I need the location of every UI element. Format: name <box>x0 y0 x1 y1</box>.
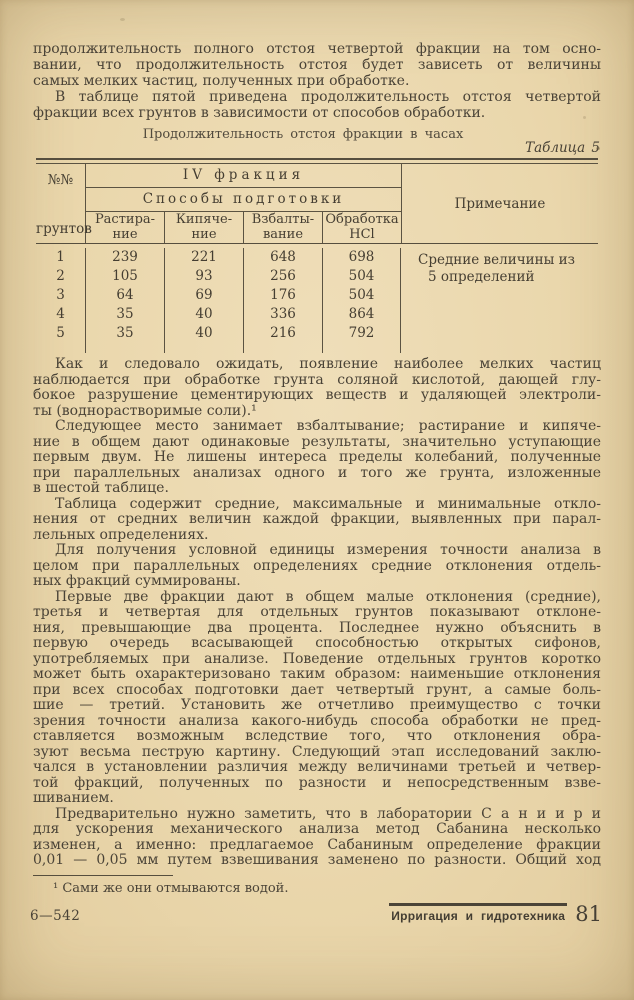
paragraph <box>33 497 601 544</box>
cell-value: 792 <box>323 324 401 343</box>
text-line: целом при параллельных определениях средние отклонения отдель- <box>33 557 601 574</box>
cell-value: 504 <box>323 267 401 286</box>
header-method-cell <box>323 212 401 243</box>
scan-speck <box>583 116 586 119</box>
text-line: шиванием. <box>33 790 114 806</box>
table-note-line: Средние величины из <box>418 252 576 268</box>
text-line: зуют весьма пеструю картину. Следующий этап исследований заклю- <box>33 743 601 760</box>
text-line: 0,01 — 0,05 мм путем взвешивания заменено по разности. Общий ход <box>33 852 601 868</box>
cell-spacer <box>323 343 401 353</box>
journal-title: Ирригация и гидротехника <box>391 909 566 923</box>
text-line: Предварительно нужно заметить, что в лаборатории С а н и и р и <box>55 805 601 822</box>
cell-value: 93 <box>165 267 244 286</box>
cell-value: 504 <box>323 286 401 305</box>
cell-soil-number: 2 <box>36 267 86 286</box>
cell-spacer <box>36 343 86 353</box>
paragraph <box>33 807 601 869</box>
cell-value: 40 <box>165 305 244 324</box>
header-method-line: Взбалты- <box>251 212 315 227</box>
text-line: Таблица содержит средние, максимальные и минимальные откло- <box>55 495 601 512</box>
table-body-rows <box>36 244 402 353</box>
cell-soil-number: 1 <box>36 248 86 267</box>
cell-value: 40 <box>165 324 244 343</box>
header-method-line: HCl <box>349 226 375 242</box>
text-line: нения от средних величин каждой фракции, выявленных при парал- <box>33 511 601 527</box>
footnote <box>33 881 433 896</box>
text-line: первую очередь всасывающей способностью открытых сифонов, <box>33 635 601 651</box>
text-line: ния, превышающие два процента. Последнее нужно объяснить в <box>33 619 601 636</box>
header-group-title: IV фракция <box>86 164 401 188</box>
journal-block <box>389 903 567 923</box>
text-line: ставляется возможным вследствие того, что отклонения обра- <box>33 728 601 744</box>
text-line: ты (воднорастворимые соли).¹ <box>33 402 257 419</box>
paragraph <box>33 42 601 90</box>
table-note-line: 5 определений <box>428 268 535 285</box>
text-line: бокое разрушение цементирующих веществ и удаляющей электроли- <box>33 387 601 403</box>
cell-value: 239 <box>86 248 165 267</box>
cell-soil-number: 4 <box>36 305 86 324</box>
text-line: при параллельных анализах одного и того же грунта, изложенные <box>33 464 601 481</box>
header-group-subtitle: Способы подготовки <box>86 188 401 212</box>
text-line: В таблице пятой приведена продолжительность отстоя четвертой <box>55 88 601 105</box>
text-line: Следующее место занимает взбалтывание; растирание и кипяче- <box>55 418 601 434</box>
header-method-line: ние <box>112 226 138 242</box>
body-paragraphs <box>33 357 601 869</box>
cell-value: 256 <box>244 267 323 286</box>
text-line: вании, что продолжительность отстоя будет зависеть от величины <box>33 56 601 73</box>
header-soil-number-line1: №№ <box>47 172 74 188</box>
cell-value: 176 <box>244 286 323 305</box>
footer-right <box>389 903 602 926</box>
page-number: 81 <box>575 902 602 926</box>
text-line: употребляемых при анализе. Поведение отдельных грунтов коротко <box>33 650 601 667</box>
text-line: лельных определениях. <box>33 526 209 543</box>
text-line: шие — третий. Установить же отчетливо преимущество с точки <box>33 697 601 713</box>
table-label: Таблица 5 <box>525 140 600 156</box>
paragraph <box>33 357 601 419</box>
cell-value: 698 <box>323 248 401 267</box>
paragraph <box>33 419 601 497</box>
text-line: в шестой таблице. <box>33 480 169 496</box>
table-body <box>36 244 598 353</box>
cell-soil-number: 3 <box>36 286 86 305</box>
signature-mark: 6—542 <box>30 908 81 924</box>
table-row-spacer <box>36 343 402 353</box>
header-method-columns <box>86 212 401 243</box>
text-line: Для получения условной единицы измерения точности анализа в <box>55 542 601 558</box>
cell-spacer <box>244 343 323 353</box>
text-line: чался в установлении различия между величинами третьей и четвер- <box>33 759 601 775</box>
footer-rule <box>389 903 567 906</box>
cell-value: 64 <box>86 286 165 305</box>
text-line: ние в общем дают одинаковые результаты, значительно уступающие <box>33 433 601 450</box>
paragraph <box>33 543 601 590</box>
paragraph <box>33 90 601 122</box>
cell-value: 864 <box>323 305 401 324</box>
footnote-rule <box>33 875 173 876</box>
table-caption: Продолжительность отстоя фракции в часах <box>142 127 464 142</box>
intro-paragraphs <box>33 42 601 122</box>
table-row <box>36 324 402 343</box>
header-method-cell <box>244 212 323 243</box>
text-line: Первые две фракции дают в общем малые отклонения (средние), <box>55 588 601 605</box>
cell-value: 35 <box>86 305 165 324</box>
text-line: зрения точности анализа какого-нибудь способа обработки не пред- <box>33 712 601 729</box>
header-method-line: вание <box>262 226 304 242</box>
cell-value: 336 <box>244 305 323 324</box>
text-line: ных фракций суммированы. <box>33 573 241 589</box>
cell-spacer <box>86 343 165 353</box>
scan-speck <box>596 147 600 150</box>
table-header <box>36 164 598 244</box>
table-row <box>36 305 402 324</box>
text-line: третья и четвертая для отдельных грунтов показывают отклоне- <box>33 604 601 620</box>
header-method-line: Растира- <box>94 212 156 227</box>
cell-value: 105 <box>86 267 165 286</box>
table-row <box>36 267 402 286</box>
footnote-text: ¹ Сами же они отмываются водой. <box>53 881 289 896</box>
cell-value: 648 <box>244 248 323 267</box>
text-line: фракции всех грунтов в зависимости от способов обработки. <box>33 104 486 121</box>
cell-value: 69 <box>165 286 244 305</box>
table-row <box>36 286 402 305</box>
paragraph <box>33 590 601 807</box>
table-5 <box>36 158 598 353</box>
table-row <box>36 248 402 267</box>
header-method-line: Обработка <box>325 212 399 227</box>
header-method-line: ние <box>191 226 217 242</box>
header-method-line: Кипяче- <box>175 212 233 227</box>
text-line: той фракций, полученных по разности и непосредственным взве- <box>33 774 601 791</box>
header-cell-note: Примечание <box>454 195 546 212</box>
cell-soil-number: 5 <box>36 324 86 343</box>
text-line: для ускорения механического анализа метод Сабанина несколько <box>33 821 601 837</box>
cell-value: 221 <box>165 248 244 267</box>
cell-value: 216 <box>244 324 323 343</box>
text-line: первым двум. Не лишены интереса пределы колебаний, полученные <box>33 449 601 465</box>
text-line: самых мелких частиц, полученных при обработке. <box>33 72 410 89</box>
text-line: при всех способах подготовки дает четвертый грунт, а самые боль- <box>33 681 601 698</box>
header-method-cell <box>86 212 165 243</box>
cell-value: 35 <box>86 324 165 343</box>
cell-spacer <box>165 343 244 353</box>
text-line: может быть охарактеризовано таким образом: наименьшие отклонения <box>33 666 601 682</box>
text-line: Как и следовало ожидать, появление наиболее мелких частиц <box>55 356 601 372</box>
text-line: продолжительность полного отстоя четвертой фракции на том осно- <box>33 41 601 57</box>
header-cell-soil-number <box>36 164 92 243</box>
text-line: изменен, а именно: предлагаемое Сабаниным определение фракции <box>33 836 601 853</box>
header-method-cell <box>165 212 244 243</box>
table-note-cell <box>402 244 598 353</box>
header-group-fraction <box>86 164 402 243</box>
scan-speck <box>120 18 125 21</box>
text-line: наблюдается при обработке грунта соляной кислотой, дающей глу- <box>33 371 601 388</box>
header-soil-number-line2: грунтов <box>36 221 92 237</box>
